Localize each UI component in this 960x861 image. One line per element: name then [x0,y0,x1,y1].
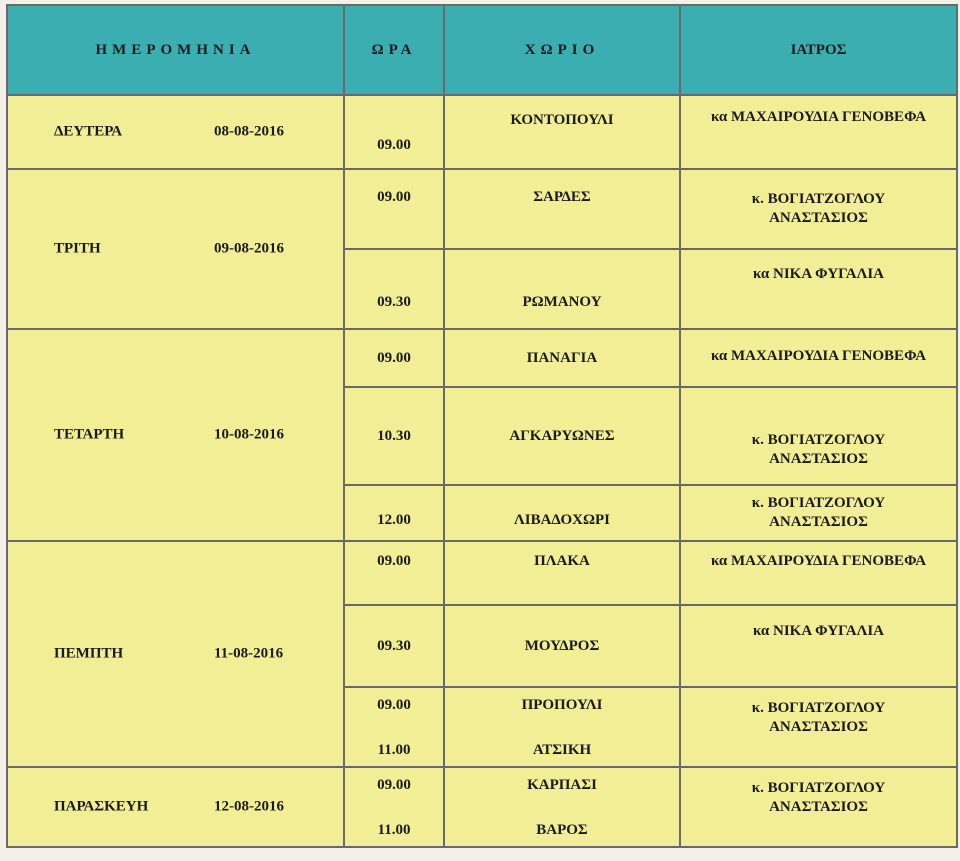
cell-text: κα ΜΑΧΑΙΡΟΥΔΙΑ ΓΕΝΟΒΕΦΑ [710,552,927,569]
cell-text: κα ΜΑΧΑΙΡΟΥΔΙΑ ΓΕΝΟΒΕΦΑ [710,108,927,125]
cell-text: ΡΩΜΑΝΟΥ [522,293,602,310]
cell-text: 10.30 [377,427,411,444]
cell-text: ΗΜΕΡΟΜΗΝΙΑ [95,41,256,58]
cell-text: ΠΛΑΚΑ [534,552,590,569]
cell-text: ΑΝΑΣΤΑΣΙΟΣ [769,799,868,815]
day-cell-wednesday [7,329,344,541]
cell-text: κ. ΒΟΓΙΑΤΖΟΓΛΟΥ [751,780,886,796]
cell-text: ΣΑΡΔΕΣ [533,188,591,205]
day-cell-monday [7,95,344,169]
cell-text: 09.30 [377,637,411,654]
cell-text: ΧΩΡΙΟ [524,41,600,58]
cell-text: κα ΝΙΚΑ ΦΥΓΑΛΙΑ [752,265,884,282]
header-village [444,5,680,95]
day-name: ΠΑΡΑΣΚΕΥΗ [54,798,149,815]
table-row [7,767,957,847]
cell-text: 09.00 [377,552,411,569]
day-name: ΤΡΙΤΗ [54,240,101,257]
cell-text: ΑΤΣΙΚΗ [532,742,592,758]
cell-text: ΑΝΑΣΤΑΣΙΟΣ [769,451,868,467]
schedule-table [6,4,958,848]
doctor-cell [680,687,957,767]
cell-text: κ. ΒΟΓΙΑΤΖΟΓΛΟΥ [751,432,886,448]
time-cell [344,329,444,387]
cell-text: κ. ΒΟΓΙΑΤΖΟΓΛΟΥ [751,191,886,207]
header-date [7,5,344,95]
doctor-cell [680,541,957,605]
village-cell [444,169,680,249]
cell-text: 11.00 [377,822,411,838]
cell-text: ΚΟΝΤΟΠΟΥΛΙ [510,111,614,128]
cell-text: ΑΓΚΑΡΥΩΝΕΣ [509,427,615,444]
time-cell [344,485,444,541]
cell-text: 09.00 [377,349,411,366]
table-row [7,329,957,387]
cell-text: ΜΟΥΔΡΟΣ [524,637,600,654]
time-cell [344,687,444,767]
table-row [7,95,957,169]
time-cell [344,95,444,169]
day-date: 09-08-2016 [214,240,284,257]
cell-text: 09.30 [377,293,411,310]
village-cell [444,541,680,605]
cell-text: 12.00 [377,511,411,528]
cell-text: ΒΑΡΟΣ [536,822,588,838]
cell-text: ΑΝΑΣΤΑΣΙΟΣ [769,719,868,735]
day-cell-tuesday [7,169,344,329]
cell-text: ΑΝΑΣΤΑΣΙΟΣ [769,210,868,226]
village-cell [444,249,680,329]
cell-text: ΠΑΝΑΓΙΑ [526,349,598,366]
village-cell [444,95,680,169]
header-doctor [680,5,957,95]
cell-text: 09.00 [377,136,411,153]
cell-text: 09.00 [377,697,411,713]
cell-text: ΚΑΡΠΑΣΙ [527,777,597,793]
cell-text: ΛΙΒΑΔΟΧΩΡΙ [514,511,610,528]
village-cell [444,387,680,485]
day-date: 11-08-2016 [214,645,284,662]
doctor-cell [680,95,957,169]
village-cell [444,687,680,767]
cell-text: ΠΡΟΠΟΥΛΙ [521,697,603,713]
day-date: 12-08-2016 [214,798,284,815]
cell-text: κα ΜΑΧΑΙΡΟΥΔΙΑ ΓΕΝΟΒΕΦΑ [710,347,927,364]
header-row [7,5,957,95]
cell-text: 11.00 [377,742,411,758]
header-time [344,5,444,95]
cell-text: κ. ΒΟΓΙΑΤΖΟΓΛΟΥ [751,495,886,511]
village-cell [444,485,680,541]
day-name: ΠΕΜΠΤΗ [54,645,124,662]
village-cell [444,605,680,687]
table-row [7,541,957,605]
cell-text: ΑΝΑΣΤΑΣΙΟΣ [769,514,868,530]
time-cell [344,541,444,605]
day-cell-friday [7,767,344,847]
cell-text: κ. ΒΟΓΙΑΤΖΟΓΛΟΥ [751,700,886,716]
time-cell [344,605,444,687]
day-cell-thursday [7,541,344,767]
time-cell [344,249,444,329]
village-cell [444,767,680,847]
day-name: ΔΕΥΤΕΡΑ [54,123,123,140]
schedule-sheet [6,4,956,856]
doctor-cell [680,767,957,847]
time-cell [344,767,444,847]
village-cell [444,329,680,387]
doctor-cell [680,485,957,541]
day-date: 10-08-2016 [214,426,284,443]
day-name: ΤΕΤΑΡΤΗ [54,426,125,443]
doctor-cell [680,605,957,687]
time-cell [344,387,444,485]
day-date: 08-08-2016 [214,123,284,140]
doctor-cell [680,169,957,249]
table-row [7,169,957,249]
time-cell [344,169,444,249]
cell-text: 09.00 [377,777,411,793]
doctor-cell [680,387,957,485]
cell-text: κα ΝΙΚΑ ΦΥΓΑΛΙΑ [752,622,884,639]
doctor-cell [680,249,957,329]
cell-text: ΙΑΤΡΟΣ [790,41,847,58]
cell-text: 09.00 [377,188,411,205]
doctor-cell [680,329,957,387]
cell-text: ΩΡΑ [371,41,417,58]
